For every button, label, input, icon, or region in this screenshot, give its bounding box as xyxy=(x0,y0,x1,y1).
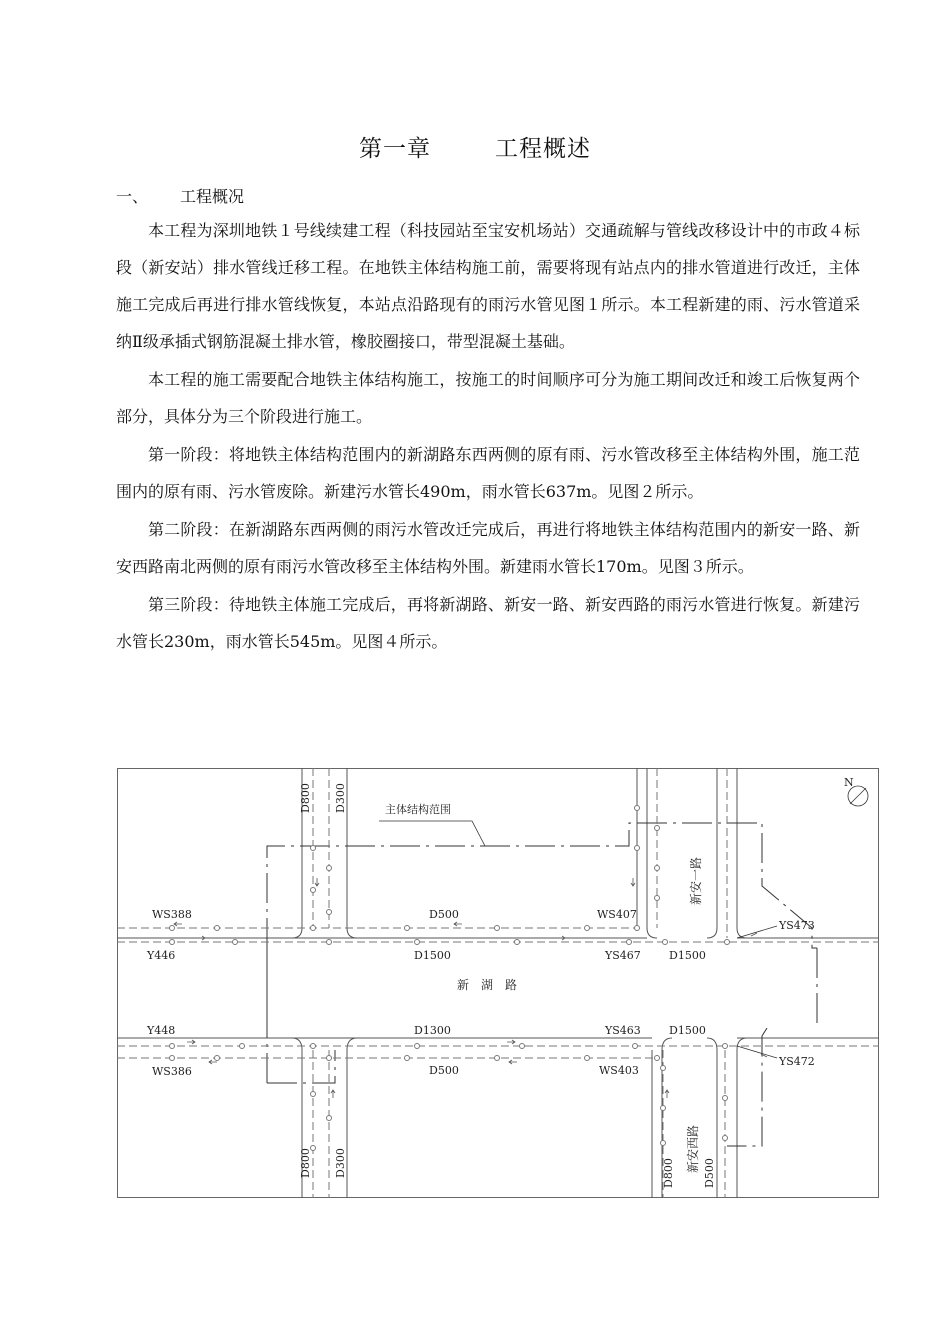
section-number: 一、 xyxy=(116,187,149,206)
label-d300-bottom: D300 xyxy=(334,1148,347,1178)
label-y446: Y446 xyxy=(147,949,176,962)
label-xinan-first-road: 新安一路 xyxy=(689,856,703,905)
body-text xyxy=(116,212,860,661)
chapter-number: 第一章 xyxy=(359,136,431,162)
label-d500-bottom-right: D500 xyxy=(703,1158,716,1188)
label-main-structure: 主体结构范围 xyxy=(385,803,451,816)
label-xinan-west-road: 新安西路 xyxy=(686,1124,700,1173)
label-d500-bottom: D500 xyxy=(429,1064,459,1077)
label-d800-bottom: D800 xyxy=(299,1148,312,1178)
label-d500-top: D500 xyxy=(429,908,459,921)
paragraph-overview: 本工程为深圳地铁１号线续建工程（科技园站至宝安机场站）交通疏解与管线改移设计中的市政４标段（新安站）排水管线迁移工程。在地铁主体结构施工前，需要将现有站点内的排水管道进行改迁，主体施工完成后再进行排水管线恢复，本站点沿路现有的雨污水管见图１所示。本工程新建的雨、污水管道采纳Ⅱ级承插式钢筋混凝土排水管，橡胶圈接口，带型混凝土基础。 xyxy=(116,221,860,351)
chapter-name: 工程概述 xyxy=(495,136,591,162)
label-d800-top: D800 xyxy=(299,783,312,813)
label-ys472: YS472 xyxy=(779,1055,815,1068)
label-d1500-top: D1500 xyxy=(414,949,451,962)
label-ws386: WS386 xyxy=(152,1065,192,1078)
label-y448: Y448 xyxy=(147,1024,176,1037)
label-ws403: WS403 xyxy=(599,1064,639,1077)
drawing-canvas xyxy=(117,768,879,1198)
label-d1300: D1300 xyxy=(414,1024,451,1037)
section-title: 工程概况 xyxy=(180,187,245,206)
label-xinhu-road: 新 湖 路 xyxy=(457,978,518,992)
paragraph-phase-2: 第二阶段：在新湖路东西两侧的雨污水管改迁完成后，再进行将地铁主体结构范围内的新安一路、新安西路南北两侧的原有雨污水管改移至主体结构外围。新建雨水管长170m。见图３所示。 xyxy=(116,520,860,576)
section-heading xyxy=(116,184,244,207)
paragraph-phase-1: 第一阶段：将地铁主体结构范围内的新湖路东西两侧的原有雨、污水管改移至主体结构外围，施工范围内的原有雨、污水管废除。新建污水管长490m，雨水管长637m。见图２所示。 xyxy=(116,445,860,501)
north-label: N xyxy=(844,776,854,789)
label-d300-top: D300 xyxy=(334,783,347,813)
north-arrow-icon xyxy=(844,776,868,806)
paragraph-phase-3: 第三阶段：待地铁主体施工完成后，再将新湖路、新安一路、新安西路的雨污水管进行恢复。新建污水管长230m，雨水管长545m。见图４所示。 xyxy=(116,595,860,651)
chapter-title xyxy=(0,130,950,163)
label-ys473: YS473 xyxy=(779,919,815,932)
paragraph-phases: 本工程的施工需要配合地铁主体结构施工，按施工的时间顺序可分为施工期间改迁和竣工后恢复两个部分，具体分为三个阶段进行施工。 xyxy=(116,370,860,426)
label-ws407: WS407 xyxy=(597,908,637,921)
pipes-vertical xyxy=(313,768,727,1198)
label-ys467: YS467 xyxy=(605,949,641,962)
label-ws388: WS388 xyxy=(152,908,192,921)
label-d1500-top-right: D1500 xyxy=(669,949,706,962)
main-structure-outline xyxy=(267,823,817,1146)
label-d1500-bottom-right: D1500 xyxy=(669,1024,706,1037)
pipeline-site-drawing xyxy=(117,768,879,1198)
label-d800-bottom-right: D800 xyxy=(662,1158,675,1188)
manholes xyxy=(170,806,730,1151)
label-ys463: YS463 xyxy=(605,1024,641,1037)
